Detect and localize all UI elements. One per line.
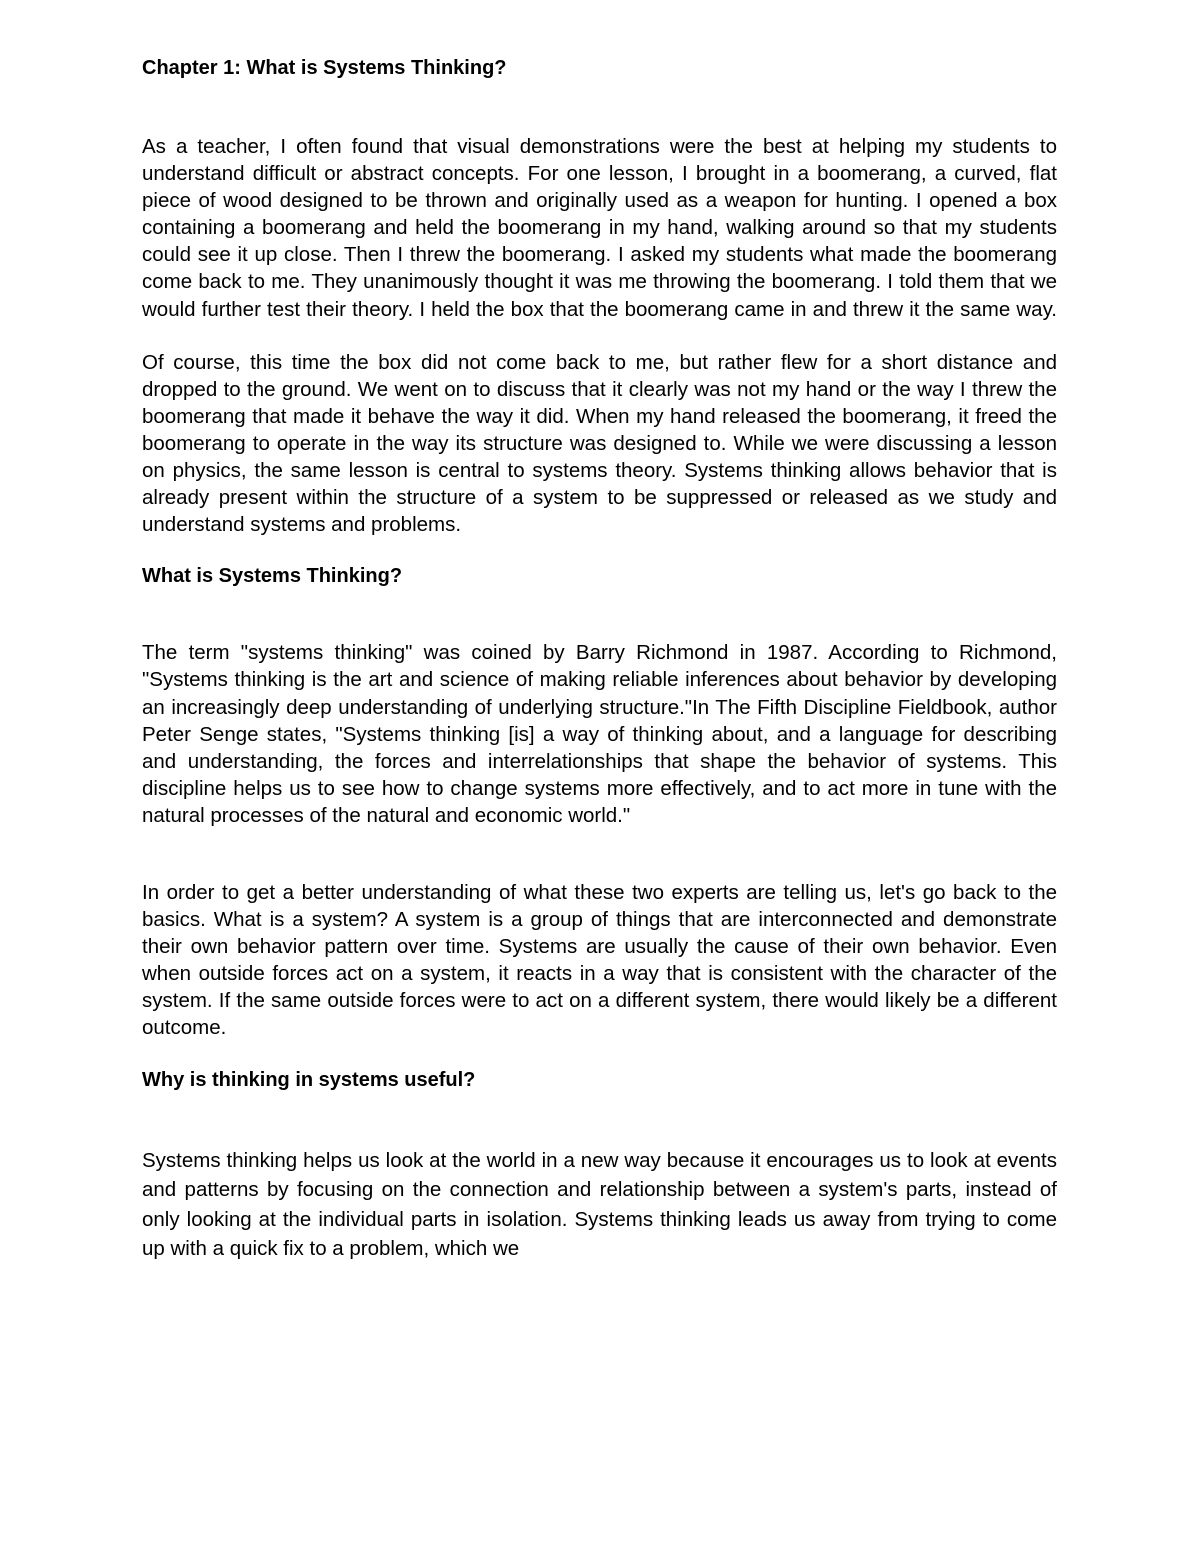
section-1-paragraph-1: The term "systems thinking" was coined by Barry Richmond in 1987. According to Richmond, "Systems thinking is the art and science of making reliable inferences about behavior by developing an increasingly deep understanding of underlying structure."In The Fifth Discipline Fieldbook, author Peter Senge states, "Systems thinking [is] a way of thinking about, and a language for describing and understanding, the forces and interrelationships that shape the behavior of systems. This discipline helps us to see how to change systems more effectively, and to act more in tune with the natural processes of the natural and economic world." xyxy=(142,641,1057,827)
section-heading-why-systems-useful: Why is thinking in systems useful? xyxy=(142,1068,476,1091)
section-1-paragraph-2: In order to get a better understanding of what these two experts are telling us, let's go back to the basics. What is a system? A system is a group of things that are interconnected and demonstrate their own behavior pattern over time. Systems are usually the cause of their own behavior. Even when outside forces act on a system, it reacts in a way that is consistent with the character of the system. If the same outside forces were to act on a different system, there would likely be a different outcome. xyxy=(142,880,1057,1040)
intro-paragraph-1: As a teacher, I often found that visual demonstrations were the best at helping my students to understand difficult or abstract concepts. For one lesson, I brought in a boomerang, a curved, flat piece of wood designed to be thrown and originally used as a weapon for hunting. I opened a box containing a boomerang and held the boomerang in my hand, walking around so that my students could see it up close. Then I threw the boomerang. I asked my students what made the boomerang come back to me. They unanimously thought it was me throwing the boomerang. I told them that we would further test their theory. I held the box that the boomerang came in and threw it the same way. xyxy=(142,135,1057,321)
section-heading-what-is-systems-thinking: What is Systems Thinking? xyxy=(142,565,403,588)
chapter-title: Chapter 1: What is Systems Thinking? xyxy=(142,57,507,79)
section-2-paragraph-1: Systems thinking helps us look at the world in a new way because it encourages us to look at events and patterns by focusing on the connection and relationship between a system's parts, instead of only looking at the individual parts in isolation. Systems thinking leads us away from trying to come up with a quick fix to a problem, which we xyxy=(142,1148,1057,1261)
document-page xyxy=(142,54,1057,1264)
intro-paragraph-2: Of course, this time the box did not come back to me, but rather flew for a short distance and dropped to the ground. We went on to discuss that it clearly was not my hand or the way I threw the boomerang that made it behave the way it did. When my hand released the boomerang, it freed the boomerang to operate in the way its structure was designed to. While we were discussing a lesson on physics, the same lesson is central to systems theory. Systems thinking allows behavior that is already present within the structure of a system to be suppressed or released as we study and understand systems and problems. xyxy=(142,350,1057,537)
